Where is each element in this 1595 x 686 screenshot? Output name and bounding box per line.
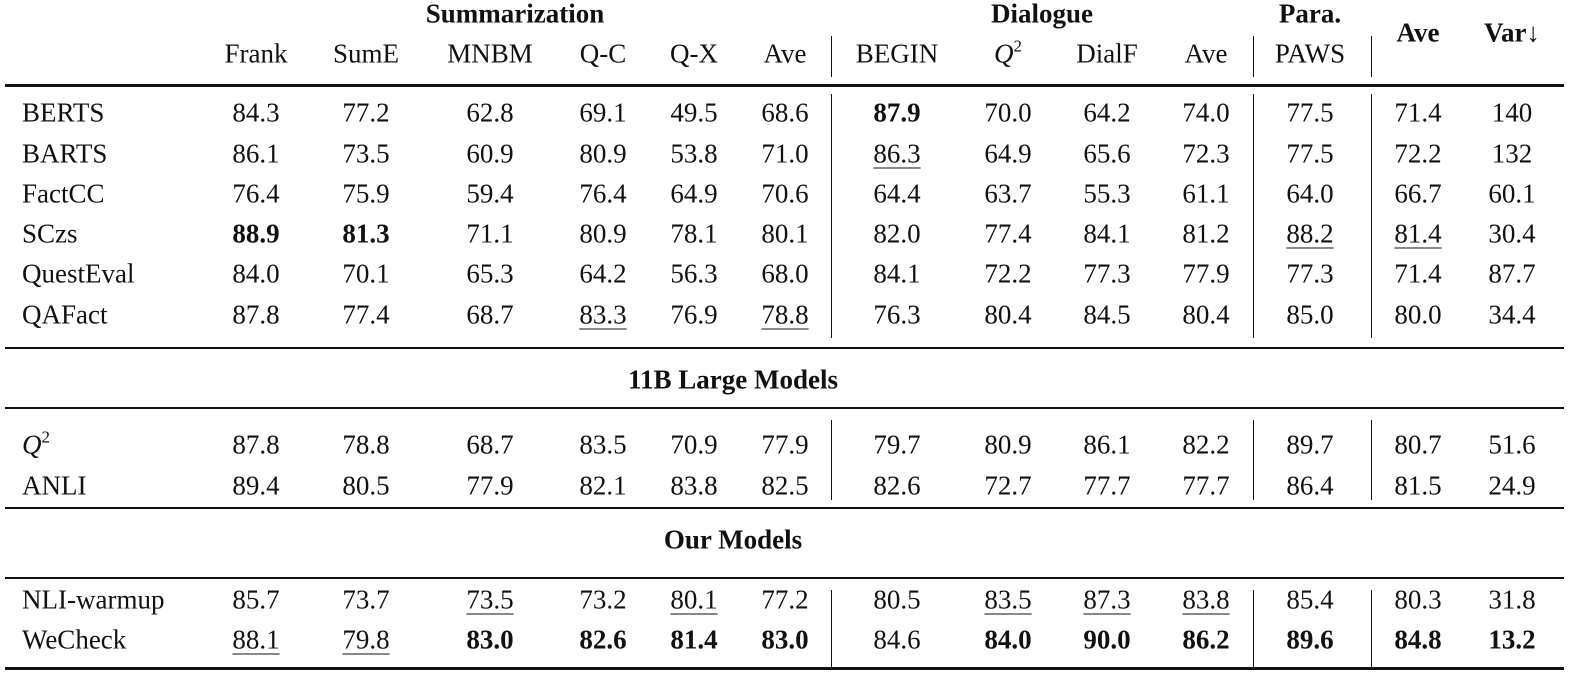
table-cell: 65.6 <box>1083 138 1131 169</box>
table-cell: 59.4 <box>466 178 514 209</box>
table-cell: 84.8 <box>1394 624 1442 655</box>
table-cell: 85.0 <box>1286 299 1334 330</box>
table-cell: 77.5 <box>1286 97 1334 128</box>
table-cell: 85.7 <box>232 584 280 615</box>
column-header: Ave <box>763 38 807 69</box>
model-name: NLI-warmup <box>22 584 165 615</box>
model-name: ANLI <box>22 470 87 501</box>
vertical-rule <box>831 36 832 77</box>
column-header: Q-X <box>670 38 718 69</box>
horizontal-rule <box>5 667 1564 670</box>
table-cell: 69.1 <box>579 97 627 128</box>
table-cell: 77.4 <box>984 218 1032 249</box>
q-label: Q <box>994 38 1014 69</box>
table-cell: 78.8 <box>761 299 809 330</box>
table-cell: 70.6 <box>761 178 809 209</box>
table-cell: 73.5 <box>342 138 390 169</box>
table-cell: 78.8 <box>342 429 390 460</box>
table-cell: 78.1 <box>670 218 718 249</box>
table-cell: 64.4 <box>873 178 921 209</box>
table-cell: 79.7 <box>873 429 921 460</box>
table-cell: 64.9 <box>984 138 1032 169</box>
vertical-rule <box>831 94 832 338</box>
table-cell: 89.6 <box>1286 624 1334 655</box>
table-cell: 66.7 <box>1394 178 1442 209</box>
table-cell: 80.1 <box>670 584 718 615</box>
table-cell: 81.4 <box>670 624 718 655</box>
table-cell: 77.3 <box>1286 258 1334 289</box>
table-cell: 82.6 <box>873 470 921 501</box>
model-name: Q <box>22 429 42 460</box>
table-cell: 61.1 <box>1182 178 1230 209</box>
row-label <box>22 624 127 655</box>
table-cell: 55.3 <box>1083 178 1131 209</box>
table-cell: 83.0 <box>761 624 809 655</box>
table-cell: 86.3 <box>873 138 921 169</box>
table-cell: 63.7 <box>984 178 1032 209</box>
table-cell: 65.3 <box>466 258 514 289</box>
table-cell: 83.8 <box>670 470 718 501</box>
group-header-dialogue: Dialogue <box>990 0 1094 29</box>
table-cell: 56.3 <box>670 258 718 289</box>
model-name: SCzs <box>22 218 78 249</box>
horizontal-rule <box>5 577 1564 579</box>
table-cell: 24.9 <box>1488 470 1536 501</box>
row-label <box>22 258 135 289</box>
table-cell: 70.0 <box>984 97 1032 128</box>
vertical-rule <box>1371 420 1372 500</box>
table-cell: 68.6 <box>761 97 809 128</box>
superscript: 2 <box>41 427 50 447</box>
table-cell: 83.5 <box>984 584 1032 615</box>
header-overall-ave: Ave <box>1396 17 1440 48</box>
table-cell: 87.3 <box>1083 584 1131 615</box>
table-cell: 81.5 <box>1394 470 1442 501</box>
table-cell: 60.1 <box>1488 178 1536 209</box>
table-cell: 71.0 <box>761 138 809 169</box>
table-cell: 82.2 <box>1182 429 1230 460</box>
table-cell: 70.9 <box>670 429 718 460</box>
table-cell: 88.9 <box>232 218 280 249</box>
row-label <box>22 178 105 209</box>
horizontal-rule <box>5 407 1564 409</box>
table-cell: 76.4 <box>579 178 627 209</box>
table-cell: 77.7 <box>1083 470 1131 501</box>
horizontal-rule <box>5 347 1564 349</box>
column-header: BEGIN <box>855 38 939 69</box>
table-cell: 84.5 <box>1083 299 1131 330</box>
table-cell: 30.4 <box>1488 218 1536 249</box>
row-label <box>22 427 50 460</box>
vertical-rule <box>1371 94 1372 338</box>
column-header: Ave <box>1184 38 1228 69</box>
table-cell: 81.2 <box>1182 218 1230 249</box>
table-cell: 84.3 <box>232 97 280 128</box>
vertical-rule <box>1253 94 1254 338</box>
table-cell: 77.4 <box>342 299 390 330</box>
row-label <box>22 584 165 615</box>
table-cell: 83.8 <box>1182 584 1230 615</box>
table-cell: 80.5 <box>873 584 921 615</box>
table-cell: 84.0 <box>984 624 1032 655</box>
table-cell: 77.3 <box>1083 258 1131 289</box>
table-cell: 76.3 <box>873 299 921 330</box>
table-cell: 82.6 <box>579 624 627 655</box>
table-cell: 84.0 <box>232 258 280 289</box>
table-cell: 62.8 <box>466 97 514 128</box>
table-cell: 31.8 <box>1488 584 1536 615</box>
table-cell: 71.4 <box>1394 97 1442 128</box>
table-cell: 140 <box>1491 97 1533 128</box>
column-header: SumE <box>332 38 400 69</box>
table-cell: 84.1 <box>873 258 921 289</box>
table-cell: 77.2 <box>761 584 809 615</box>
table-cell: 83.5 <box>579 429 627 460</box>
table-cell: 74.0 <box>1182 97 1230 128</box>
table-cell: 86.1 <box>232 138 280 169</box>
table-cell: 73.7 <box>342 584 390 615</box>
table-cell: 76.4 <box>232 178 280 209</box>
table-cell: 80.1 <box>761 218 809 249</box>
section-title: 11B Large Models <box>628 364 838 395</box>
row-label <box>22 97 105 128</box>
table-cell: 72.3 <box>1182 138 1230 169</box>
table-cell: 72.2 <box>1394 138 1442 169</box>
column-header: MNBM <box>447 38 533 69</box>
column-header: DialF <box>1076 38 1138 69</box>
table-cell: 132 <box>1491 138 1533 169</box>
table-cell: 73.5 <box>466 584 514 615</box>
table-cell: 88.1 <box>232 624 280 655</box>
table-cell: 83.3 <box>579 299 627 330</box>
table-cell: 90.0 <box>1083 624 1131 655</box>
row-label <box>22 218 78 249</box>
horizontal-rule <box>5 507 1564 509</box>
table-cell: 88.2 <box>1286 218 1334 249</box>
table-cell: 82.5 <box>761 470 809 501</box>
table-cell: 77.9 <box>1182 258 1230 289</box>
table-cell: 64.2 <box>1083 97 1131 128</box>
table-cell: 86.2 <box>1182 624 1230 655</box>
table-cell: 80.3 <box>1394 584 1442 615</box>
table-cell: 81.3 <box>342 218 390 249</box>
table-cell: 87.8 <box>232 429 280 460</box>
group-header-summarization: Summarization <box>425 0 605 29</box>
table-cell: 87.8 <box>232 299 280 330</box>
vertical-rule <box>1253 420 1254 500</box>
table-cell: 71.1 <box>466 218 514 249</box>
section-title: Our Models <box>663 524 803 555</box>
table-cell: 87.7 <box>1488 258 1536 289</box>
table-cell: 89.7 <box>1286 429 1334 460</box>
table-cell: 68.7 <box>466 429 514 460</box>
column-header: Frank <box>224 38 288 69</box>
table-cell: 64.0 <box>1286 178 1334 209</box>
table-cell: 84.1 <box>1083 218 1131 249</box>
table-cell: 86.1 <box>1083 429 1131 460</box>
table-cell: 77.9 <box>466 470 514 501</box>
column-header: PAWS <box>1274 38 1346 69</box>
model-name: QAFact <box>22 299 108 330</box>
table-cell: 80.9 <box>579 218 627 249</box>
vertical-rule <box>1253 590 1254 667</box>
table-cell: 60.9 <box>466 138 514 169</box>
model-name: BARTS <box>22 138 108 169</box>
table-cell: 34.4 <box>1488 299 1536 330</box>
table-cell: 75.9 <box>342 178 390 209</box>
table-cell: 77.7 <box>1182 470 1230 501</box>
row-label <box>22 470 87 501</box>
table-cell: 68.7 <box>466 299 514 330</box>
vertical-rule <box>1253 36 1254 77</box>
table-cell: 80.4 <box>1182 299 1230 330</box>
table-cell: 72.7 <box>984 470 1032 501</box>
horizontal-rule <box>5 84 1564 87</box>
vertical-rule <box>1371 36 1372 77</box>
table-cell: 81.4 <box>1394 218 1442 249</box>
model-name: FactCC <box>22 178 105 209</box>
table-cell: 77.2 <box>342 97 390 128</box>
table-cell: 77.9 <box>761 429 809 460</box>
table-cell: 76.9 <box>670 299 718 330</box>
table-cell: 72.2 <box>984 258 1032 289</box>
table-cell: 70.1 <box>342 258 390 289</box>
table-cell: 84.6 <box>873 624 921 655</box>
table-cell: 85.4 <box>1286 584 1334 615</box>
table-cell: 73.2 <box>579 584 627 615</box>
model-name: BERTS <box>22 97 105 128</box>
table-cell: 77.5 <box>1286 138 1334 169</box>
table-cell: 82.1 <box>579 470 627 501</box>
vertical-rule <box>1371 590 1372 667</box>
table-cell: 86.4 <box>1286 470 1334 501</box>
model-name: QuestEval <box>22 258 135 289</box>
group-header-para: Para. <box>1278 0 1342 29</box>
column-header: Q-C <box>579 38 627 69</box>
table-cell: 51.6 <box>1488 429 1536 460</box>
table-cell: 80.0 <box>1394 299 1442 330</box>
table-cell: 83.0 <box>466 624 514 655</box>
column-header-q2 <box>994 36 1022 69</box>
table-cell: 80.9 <box>579 138 627 169</box>
table-cell: 53.8 <box>670 138 718 169</box>
table-cell: 68.0 <box>761 258 809 289</box>
model-name: WeCheck <box>22 624 127 655</box>
table-cell: 71.4 <box>1394 258 1442 289</box>
table-cell: 89.4 <box>232 470 280 501</box>
table-cell: 87.9 <box>873 97 921 128</box>
table-cell: 80.5 <box>342 470 390 501</box>
vertical-rule <box>831 420 832 500</box>
row-label <box>22 138 108 169</box>
table-cell: 79.8 <box>342 624 390 655</box>
table-cell: 80.7 <box>1394 429 1442 460</box>
vertical-rule <box>831 590 832 667</box>
row-label <box>22 299 108 330</box>
table-cell: 49.5 <box>670 97 718 128</box>
table-cell: 13.2 <box>1488 624 1536 655</box>
header-variance: Var↓ <box>1483 17 1541 48</box>
table-cell: 64.2 <box>579 258 627 289</box>
table-cell: 80.9 <box>984 429 1032 460</box>
superscript: 2 <box>1013 36 1022 56</box>
table-cell: 80.4 <box>984 299 1032 330</box>
table-cell: 64.9 <box>670 178 718 209</box>
table-cell: 82.0 <box>873 218 921 249</box>
